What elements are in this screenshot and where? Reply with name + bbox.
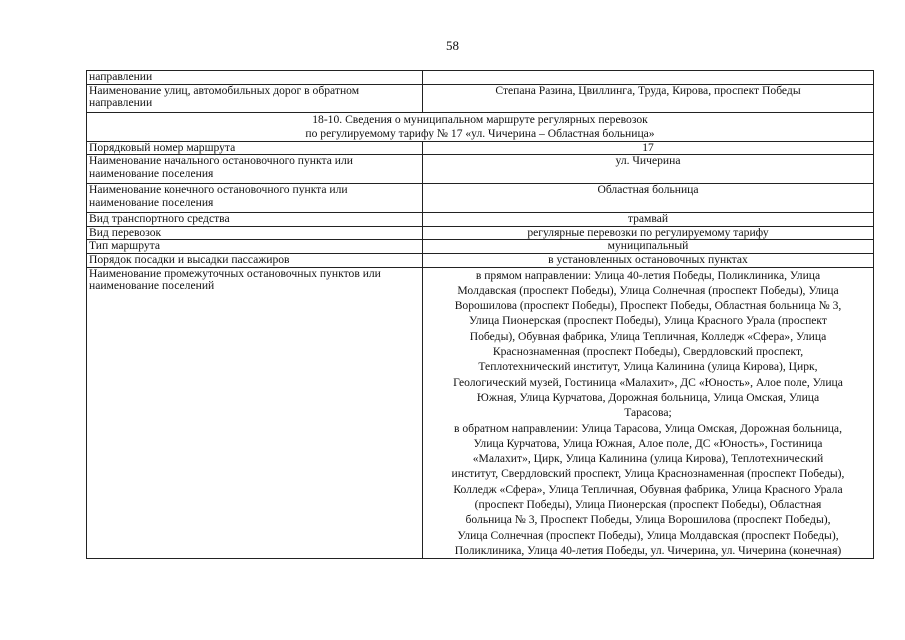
table-row xyxy=(87,155,874,184)
section-heading xyxy=(87,112,874,141)
row-label: Тип маршрута xyxy=(87,240,423,254)
stops-line: Теплотехнический институт, Улица Калинина (улица Кирова), Цирк, xyxy=(478,360,818,374)
stops-line: (проспект Победы), Улица Пионерская (проспект Победы), Областная xyxy=(474,498,822,512)
stops-line: Краснознаменная (проспект Победы), Свердловский проспект, xyxy=(492,345,804,359)
stops-line: «Малахит», Цирк, Улица Калинина (улица Кирова), Теплотехнический xyxy=(472,452,824,466)
table-row xyxy=(87,253,874,267)
section-heading-line-2: по регулируемому тарифу № 17 «ул. Чичерина – Областная больница» xyxy=(305,126,655,140)
stops-line: Улица Пионерская (проспект Победы), Улица Красного Урала (проспект xyxy=(469,314,827,328)
stops-line: Молдавская (проспект Победы), Улица Солнечная (проспект Победы), Улица xyxy=(457,283,839,297)
page-number: 58 xyxy=(446,38,459,53)
row-label: Наименование промежуточных остановочных пунктов или наименование поселений xyxy=(87,267,423,559)
stops-line: в обратном направлении: Улица Тарасова, Улица Омская, Дорожная больница, xyxy=(454,421,842,435)
row-label: направлении xyxy=(87,71,423,85)
stops-line: Колледж «Сфера», Улица Тепличная, Обувная фабрика, Улица Красного Урала xyxy=(453,482,843,496)
stops-line: Поликлиника, Улица 40-летия Победы, ул. Чичерина, ул. Чичерина (конечная) xyxy=(454,543,842,557)
route-info-table xyxy=(86,70,874,559)
row-value: трамвай xyxy=(423,213,874,227)
table-row xyxy=(87,240,874,254)
row-label: Наименование конечного остановочного пункта или наименование поселения xyxy=(87,184,423,213)
stops-line: Геологический музей, Гостиница «Малахит», ДС «Юность», Алое поле, Улица xyxy=(453,375,843,389)
stops-line: Южная, Улица Курчатова, Дорожная больница, Улица Омская, Улица xyxy=(476,390,820,404)
row-value: в установленных остановочных пунктах xyxy=(423,253,874,267)
table-row xyxy=(87,267,874,559)
stops-line: Победы), Обувная фабрика, Улица Тепличная, Колледж «Сфера», Улица xyxy=(469,329,827,343)
row-label: Наименование улиц, автомобильных дорог в обратном направлении xyxy=(87,84,423,112)
section-header-row xyxy=(87,112,874,141)
row-value: 17 xyxy=(423,141,874,155)
intermediate-stops xyxy=(423,267,874,559)
row-value: Степана Разина, Цвиллинга, Труда, Кирова, проспект Победы xyxy=(423,84,874,112)
table-row xyxy=(87,71,874,85)
stops-line: в прямом направлении: Улица 40-летия Победы, Поликлиника, Улица xyxy=(475,268,821,282)
table-row xyxy=(87,141,874,155)
stops-line: больница № 3, Проспект Победы, Улица Ворошилова (проспект Победы), xyxy=(465,513,831,527)
row-value xyxy=(423,71,874,85)
table-row xyxy=(87,213,874,227)
row-label: Порядковый номер маршрута xyxy=(87,141,423,155)
stops-line: Улица Солнечная (проспект Победы), Улица Молдавская (проспект Победы), xyxy=(457,528,839,542)
stops-line: Улица Курчатова, Улица Южная, Алое поле, ДС «Юность», Гостиница xyxy=(473,436,823,450)
section-heading-line-1: 18-10. Сведения о муниципальном маршруте регулярных перевозок xyxy=(312,112,648,126)
table-row xyxy=(87,84,874,112)
row-label: Порядок посадки и высадки пассажиров xyxy=(87,253,423,267)
row-label: Вид перевозок xyxy=(87,226,423,240)
table-row xyxy=(87,226,874,240)
row-value: регулярные перевозки по регулируемому тарифу xyxy=(423,226,874,240)
row-value: муниципальный xyxy=(423,240,874,254)
stops-line: Ворошилова (проспект Победы), Проспект Победы, Областная больница № 3, xyxy=(454,299,842,313)
table-row xyxy=(87,184,874,213)
row-value: Областная больница xyxy=(423,184,874,213)
stops-line: институт, Свердловский проспект, Улица Краснознаменная (проспект Победы), xyxy=(451,467,845,481)
row-label: Вид транспортного средства xyxy=(87,213,423,227)
row-label: Наименование начального остановочного пункта или наименование поселения xyxy=(87,155,423,184)
stops-line: Тарасова; xyxy=(624,406,672,420)
row-value: ул. Чичерина xyxy=(423,155,874,184)
